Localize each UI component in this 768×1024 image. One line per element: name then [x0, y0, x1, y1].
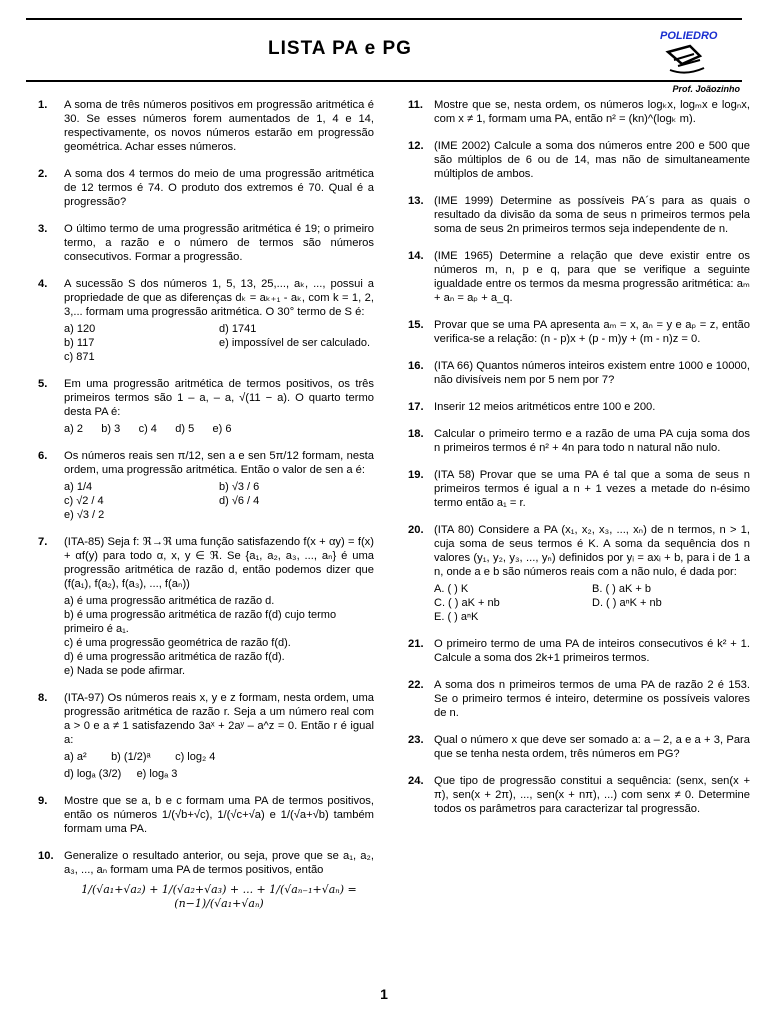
poliedro-logo [660, 30, 718, 78]
question [38, 277, 374, 364]
question-text: (IME 1965) Determine a relação que deve existir entre os números m, n, p e q, para que se verifique a seguinte igualdade entre os termos da mesma progressão aritmética: aₘ + aₙ = aₚ + a_q. [434, 250, 750, 304]
answer-option: D. ( ) aⁿK + nb [592, 597, 662, 609]
question-number: 22. [408, 679, 424, 691]
question [408, 249, 750, 305]
formula: 1/(√a₁+√a₂) + 1/(√a₂+√a₃) + ... + 1/(√aₙ₋₁+√aₙ) = (n−1)/(√a₁+√aₙ) [81, 883, 357, 910]
answer-option: E. ( ) aⁿK [434, 611, 479, 623]
question-number: 20. [408, 524, 424, 536]
question-number: 16. [408, 360, 424, 372]
question-number: 21. [408, 638, 424, 650]
question-number: 9. [38, 795, 48, 807]
question-text: (IME 1999) Determine as possíveis PA´s para as quais o resultado da divisão da soma de seus n primeiros termos pela soma de seus 2n primeiros termos seja independente de n. [434, 195, 750, 235]
answer-option: e) impossível de ser calculado. [219, 337, 371, 349]
answer-option: e) Nada se pode afirmar. [64, 665, 186, 677]
answer-options [434, 582, 750, 624]
question [408, 678, 750, 720]
question-text: Inserir 12 meios aritméticos entre 100 e 200. [434, 401, 656, 413]
question-text: Que tipo de progressão constitui a sequência: (senx, sen(x + π), sen(x + 2π), ..., sen(x + nπ), ...) com senx ≠ 0. Determine todos os parâmetros para caracterizar tal progressão. [434, 775, 750, 815]
question-number: 11. [408, 99, 423, 111]
answer-option: A. ( ) K [434, 583, 469, 595]
question [38, 222, 374, 264]
top-rule [26, 18, 742, 20]
question [408, 733, 750, 761]
question-number: 3. [38, 223, 48, 235]
question-text: A sucessão S dos números 1, 5, 13, 25,..., aₖ, ..., possui a propriedade de que as diferenças dₖ = aₖ₊₁ - aₖ, com k = 1, 2, 3,... formam uma progressão aritmética. O 30° termo de S é: [64, 278, 374, 318]
question-number: 14. [408, 250, 424, 262]
question-number: 10. [38, 850, 54, 862]
question [408, 523, 750, 624]
question [38, 377, 374, 436]
question [408, 427, 750, 455]
question [38, 449, 374, 522]
answer-option: a) 1/4 [64, 481, 93, 493]
answer-option: d) 1741 [219, 323, 257, 335]
answer-option: a) é uma progressão aritmética de razão d. [64, 595, 275, 607]
question [38, 167, 374, 209]
question-text: O último termo de uma progressão aritmética é 19; o primeiro termo, a razão e o número de termos são números consecutivos. Formar a progressão. [64, 223, 374, 263]
logo-text: POLIEDRO [660, 30, 718, 42]
answer-options: a) 2 b) 3 c) 4 d) 5 e) 6 [64, 423, 232, 435]
question-text: A soma dos 4 termos do meio de uma progressão aritmética de 12 termos é 74. O produto dos extremos é 70. Qual é a progressão? [64, 168, 374, 208]
answer-option: e) √3 / 2 [64, 509, 105, 521]
question [38, 691, 374, 781]
question-number: 2. [38, 168, 48, 180]
question-text: Em uma progressão aritmética de termos positivos, os três primeiros termos são 1 – a, – a, √(11 − a). O quarto termo desta PA é: [64, 378, 374, 418]
question-text: Mostre que se, nesta ordem, os números logₖx, logₘx e logₙx, com x ≠ 1, formam uma PA, então n² = (kn)^(logₖ m). [434, 99, 750, 125]
answer-option: c) é uma progressão geométrica de razão f(d). [64, 637, 291, 649]
question-text: Qual o número x que deve ser somado a: a – 2, a e a + 3, Para que se tenha nesta ordem, três números em PG? [434, 734, 750, 760]
question-text: A soma dos n primeiros termos de uma PA de razão 2 é 153. Se o primeiro termos é inteiro, determine os possíveis valores de n. [434, 679, 750, 719]
answer-option: a) 120 [64, 323, 96, 335]
question [408, 194, 750, 236]
question-text: Generalize o resultado anterior, ou seja, prove que se a₁, a₂, a₃, ..., aₙ formam uma PA de termos positivos, então [64, 850, 374, 876]
question-text: (IME 2002) Calcule a soma dos números entre 200 e 500 que são múltiplos de 6 ou de 14, mas não de simultaneamente múltiplos de ambos. [434, 140, 750, 180]
answer-option: d) é uma progressão aritmética de razão f(d). [64, 651, 285, 663]
question-number: 8. [38, 692, 48, 704]
answer-option [219, 508, 374, 522]
question [408, 318, 750, 346]
question-number: 5. [38, 378, 48, 390]
question-number: 15. [408, 319, 424, 331]
question [408, 139, 750, 181]
answer-list [64, 594, 374, 678]
header-rule [26, 80, 742, 82]
question-number: 18. [408, 428, 424, 440]
question-number: 1. [38, 99, 48, 111]
question-text: Provar que se uma PA apresenta aₘ = x, aₙ = y e aₚ = z, então verifica-se a relação: (n - p)x + (p - m)y + (m - n)z = 0. [434, 319, 750, 345]
right-column [408, 98, 750, 829]
answer-option: d) √6 / 4 [219, 495, 260, 507]
question-text: O primeiro termo de uma PA de inteiros consecutivos é k² + 1. Calcule a soma dos 2k+1 primeiros termos. [434, 638, 750, 664]
answer-option [592, 610, 750, 624]
answer-option: b) é uma progressão aritmética de razão f(d) cujo termo primeiro é a₁. [64, 609, 337, 635]
question-text: (ITA 58) Provar que se uma PA é tal que a soma de seus n primeiros termos é igual a n + 1 vezes a metade do n-ésimo termo então a₁ = r. [434, 469, 750, 509]
page-title: LISTA PA e PG [268, 38, 412, 59]
answer-option [219, 350, 374, 364]
question-number: 24. [408, 775, 424, 787]
answer-options [64, 322, 374, 364]
answer-option: C. ( ) aK + nb [434, 597, 500, 609]
left-column [38, 98, 374, 924]
answer-option: c) √2 / 4 [64, 495, 104, 507]
question [408, 400, 750, 414]
question [408, 98, 750, 126]
question [408, 468, 750, 510]
question-text: Calcular o primeiro termo e a razão de uma PA cuja soma dos n primeiros termos é n² + 4n para todo n natural não nulo. [434, 428, 750, 454]
answer-options: d) logₐ (3/2) e) logₐ 3 [64, 768, 178, 780]
question-text: (ITA 80) Considere a PA (x₁, x₂, x₃, ..., xₙ) de n termos, n > 1, cuja soma de seus termos é K. A soma da sequência dos n valores (y₁, y₂, y₃, ..., yₙ) definidos por yᵢ = axᵢ + b, para i de 1 a n, onde a e b são números reais com a não nulo, é dada por: [434, 524, 750, 578]
question [38, 98, 374, 154]
answer-option: b) 117 [64, 337, 95, 349]
question-text: Mostre que se a, b e c formam uma PA de termos positivos, então os números 1/(√b+√c), 1/(√c+√a) e 1/(√a+√b) também formam uma PA. [64, 795, 374, 835]
answer-option: B. ( ) aK + b [592, 583, 651, 595]
question-number: 17. [408, 401, 424, 413]
question-number: 6. [38, 450, 48, 462]
answer-options [64, 480, 374, 522]
question [38, 794, 374, 836]
question-text: Os números reais sen π/12, sen a e sen 5π/12 formam, nesta ordem, uma progressão aritmética. Então o valor de sen a é: [64, 450, 374, 476]
answer-options: a) a² b) (1/2)ᵃ c) log₂ 4 [64, 751, 216, 763]
answer-option: b) √3 / 6 [219, 481, 260, 493]
question [408, 637, 750, 665]
question-number: 4. [38, 278, 48, 290]
question-number: 12. [408, 140, 424, 152]
question [38, 535, 374, 678]
question [408, 774, 750, 816]
author: Prof. Joãozinho [672, 84, 740, 94]
question [38, 849, 374, 911]
question [408, 359, 750, 387]
question-text: (ITA-97) Os números reais x, y e z formam, nesta ordem, uma progressão aritmética de razão r. Seja a um número real com a > 0 e a ≠ 1 satisfazendo 3aˣ + 2aʸ – a^z = 0. Então r é igual a: [64, 692, 374, 746]
question-text: A soma de três números positivos em progressão aritmética é 30. Se esses números forem aumentados de 1, 4 e 14, respectivamente, os novos números estarão em progressão geométrica. Achar esses números. [64, 99, 374, 153]
page-number: 1 [380, 986, 388, 1002]
answer-option: c) 871 [64, 351, 95, 363]
question-number: 7. [38, 536, 48, 548]
question-number: 13. [408, 195, 424, 207]
question-number: 23. [408, 734, 424, 746]
question-number: 19. [408, 469, 424, 481]
question-text: (ITA-85) Seja f: ℜ→ℜ uma função satisfazendo f(x + αy) = f(x) + αf(y) para todo α, x, y ∈ ℜ. Se {a₁, a₂, a₃, ..., aₙ} é uma progressão aritmética de razão d, então podemos dizer que (f(a₁), f(a₂), f(a₃), ..., f(aₙ)) [64, 536, 374, 590]
question-text: (ITA 66) Quantos números inteiros existem entre 1000 e 10000, não divisíveis nem por 5 nem por 7? [434, 360, 750, 386]
